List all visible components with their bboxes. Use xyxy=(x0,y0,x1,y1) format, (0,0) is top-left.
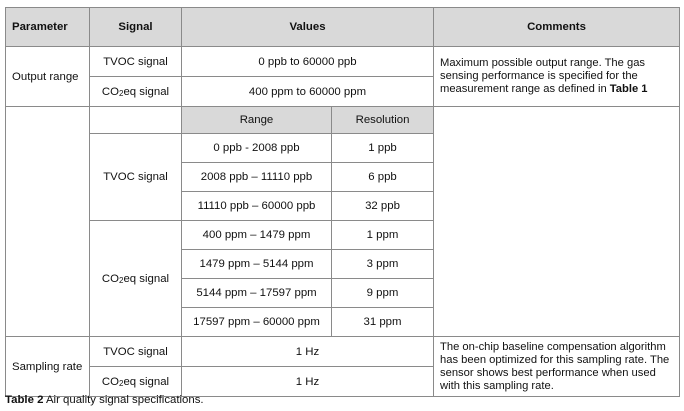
header-signal: Signal xyxy=(90,8,182,47)
co2eq-prefix: CO xyxy=(101,375,120,388)
output-range-co2eq-signal xyxy=(90,77,182,107)
sampling-rate-parameter: Sampling rate xyxy=(6,337,90,397)
co2eq-range-cell: 400 ppm – 1479 ppm xyxy=(182,221,332,250)
output-range-tvoc-value: 0 ppb to 60000 ppb xyxy=(182,47,434,77)
air-quality-spec-table xyxy=(5,7,680,397)
co2eq-subscript: 2 xyxy=(119,378,124,388)
sampling-rate-co2eq-signal xyxy=(90,367,182,397)
co2eq-range-cell: 17597 ppm – 60000 ppm xyxy=(182,308,332,337)
output-range-tvoc-signal: TVOC signal xyxy=(90,47,182,77)
sampling-rate-tvoc-row xyxy=(6,337,680,367)
co2eq-range-cell: 5144 ppm – 17597 ppm xyxy=(182,279,332,308)
co2eq-subscript: 2 xyxy=(119,88,124,98)
co2eq-resolution-cell: 9 ppm xyxy=(332,279,434,308)
header-parameter: Parameter xyxy=(6,8,90,47)
output-range-co2eq-value: 400 ppm to 60000 ppm xyxy=(182,77,434,107)
sampling-rate-tvoc-signal: TVOC signal xyxy=(90,337,182,367)
co2eq-prefix: CO xyxy=(101,85,120,98)
output-range-parameter: Output range xyxy=(6,47,90,107)
tvoc-range-cell: 11110 ppb – 60000 ppb xyxy=(182,192,332,221)
output-range-comment-ref: Table 1 xyxy=(609,83,648,95)
co2eq-suffix: eq signal xyxy=(123,375,170,388)
co2eq-suffix: eq signal xyxy=(123,272,170,285)
resolution-signal-blank xyxy=(90,107,182,134)
header-comments: Comments xyxy=(434,8,680,47)
table-caption-label: Table 2 xyxy=(5,394,44,406)
sampling-rate-co2eq-value: 1 Hz xyxy=(182,367,434,397)
resolution-co2eq-signal xyxy=(90,221,182,337)
header-row xyxy=(6,8,680,47)
co2eq-resolution-cell: 1 ppm xyxy=(332,221,434,250)
table-caption xyxy=(5,394,204,406)
tvoc-range-cell: 0 ppb - 2008 ppb xyxy=(182,134,332,163)
resolution-parameter-cell xyxy=(6,107,90,337)
co2eq-resolution-cell: 31 ppm xyxy=(332,308,434,337)
tvoc-resolution-cell: 6 ppb xyxy=(332,163,434,192)
output-range-comment xyxy=(434,47,680,107)
resolution-subheader-row xyxy=(6,107,680,134)
tvoc-resolution-cell: 32 ppb xyxy=(332,192,434,221)
resolution-tvoc-signal: TVOC signal xyxy=(90,134,182,221)
resolution-comment-cell xyxy=(434,107,680,337)
subheader-range: Range xyxy=(182,107,332,134)
subheader-resolution: Resolution xyxy=(332,107,434,134)
tvoc-range-cell: 2008 ppb – 11110 ppb xyxy=(182,163,332,192)
co2eq-suffix: eq signal xyxy=(123,85,170,98)
co2eq-subscript: 2 xyxy=(119,275,124,285)
output-range-comment-text: Maximum possible output range. The gas sensing performance is specified for the measurement range as defined in xyxy=(440,57,646,95)
tvoc-resolution-cell: 1 ppb xyxy=(332,134,434,163)
table-caption-text: Air quality signal specifications. xyxy=(43,394,204,406)
sampling-rate-comment: The on-chip baseline compensation algorithm has been optimized for this sampling rate. The sensor shows best performance when used with this sampling rate. xyxy=(434,337,680,397)
sampling-rate-tvoc-value: 1 Hz xyxy=(182,337,434,367)
co2eq-prefix: CO xyxy=(101,272,120,285)
co2eq-range-cell: 1479 ppm – 5144 ppm xyxy=(182,250,332,279)
header-values: Values xyxy=(182,8,434,47)
output-range-tvoc-row xyxy=(6,47,680,77)
co2eq-resolution-cell: 3 ppm xyxy=(332,250,434,279)
